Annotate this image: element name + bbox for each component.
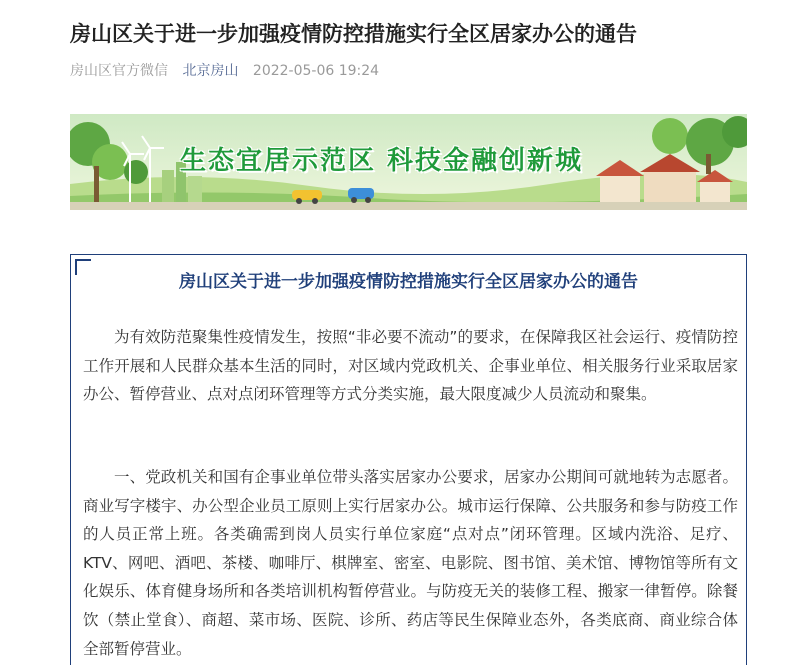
banner-image [70, 114, 747, 210]
account-link[interactable]: 北京房山 [182, 63, 239, 79]
publish-time: 2022-05-06 19:24 [252, 63, 380, 79]
source-tag: 房山区官方微信 [70, 63, 168, 79]
article-title: 房山区关于进一步加强疫情防控措施实行全区居家办公的通告 [70, 22, 637, 46]
notice-box [70, 254, 747, 665]
article-meta [70, 61, 389, 81]
banner-slogan: 生态宜居示范区 科技金融创新城 [180, 146, 584, 176]
notice-paragraph-1: 为有效防范聚集性疫情发生，按照“非必要不流动”的要求，在保障我区社会运行、疫情防控工作开展和人民群众基本生活的同时，对区域内党政机关、企事业单位、相关服务行业采取居家办公、暂停营业、点对点闭环管理等方式分类实施，最大限度减少人员流动和聚集。 [83, 328, 738, 404]
notice-paragraph-2: 一、党政机关和国有企事业单位带头落实居家办公要求，居家办公期间可就地转为志愿者。商业写字楼宇、办公型企业员工原则上实行居家办公。城市运行保障、公共服务和参与防疫工作的人员正常上班。各类确需到岗人员实行单位家庭“点对点”闭环管理。区域内洗浴、足疗、KTV、网吧、酒吧、茶楼、咖啡厅、棋牌室、密室、电影院、图书馆、美术馆、博物馆等所有文化娱乐、体育健身场所和各类培训机构暂停营业。与防疫无关的装修工程、搬家一律暂停。除餐饮（禁止堂食）、商超、菜市场、医院、诊所、药店等民生保障业态外，各类底商、商业综合体全部暂停营业。 [83, 468, 738, 658]
notice-title: 房山区关于进一步加强疫情防控措施实行全区居家办公的通告 [179, 272, 638, 292]
